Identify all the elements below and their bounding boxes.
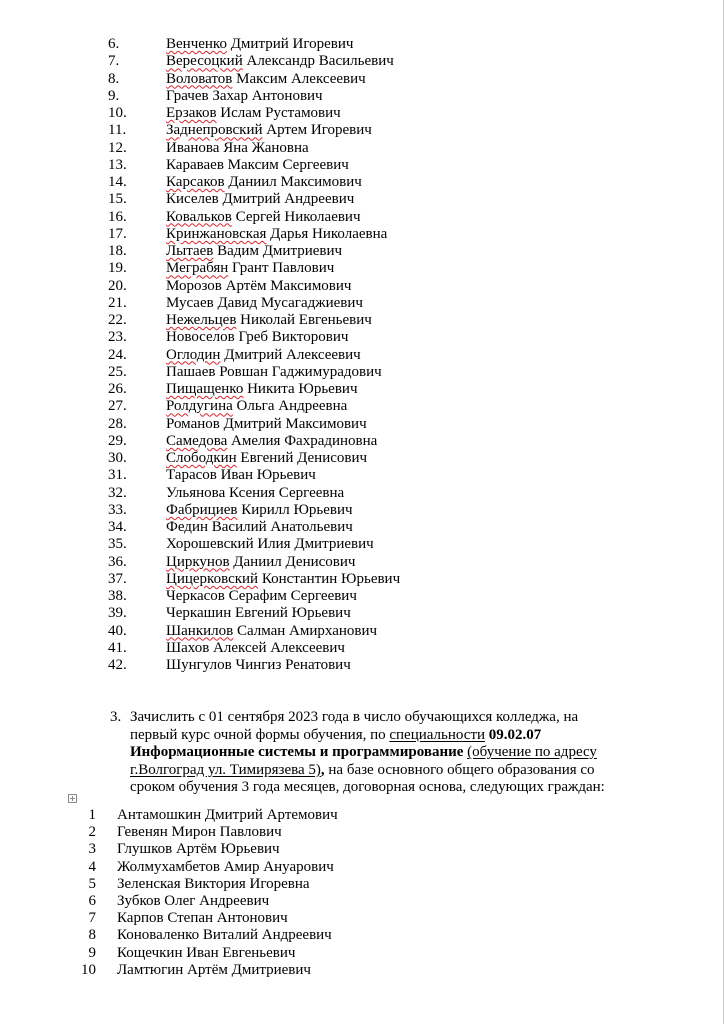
list-item-number: 9 [88,944,96,961]
spellcheck-mark: Вересоцкий [166,53,243,70]
list-item-number: 7. [108,53,120,70]
list-item-number: 20. [108,277,127,294]
list-item-name: Венченко Дмитрий Игоревич [166,36,354,52]
list-item-name: Иванова Яна Жановна [166,139,309,156]
list-item-name: Карсаков Даниил Максимович [166,174,362,190]
list-item-number: 15. [108,191,127,208]
list-item-number: 22. [108,312,127,328]
list-item-number: 14. [108,174,127,190]
training-address-cont: г.Волгоград ул. Тимирязева 5) [130,761,321,778]
list-item-name: Федин Василий Анатольевич [166,519,353,535]
list-item-number: 31. [108,467,127,484]
list-item-number: 41. [108,639,127,656]
list-item-name: Ковальков Сергей Николаевич [166,208,361,225]
list-item-number: 10 [81,961,96,978]
list-item-name: Коноваленко Виталий Андреевич [117,927,332,944]
list-item-number: 12. [108,139,127,156]
list-item-number: 16. [108,208,127,225]
spellcheck-mark: Шанкилов [166,622,234,639]
list-item-number: 34. [108,519,127,535]
comma: , [320,761,325,778]
list-item-name: Воловатов Максим Алексеевич [166,70,366,87]
list-item-name: Зеленская Виктория Игоревна [117,875,310,892]
list-item-name: Оглодин Дмитрий Алексеевич [166,346,361,363]
list-item-number: 38. [108,588,127,604]
list-item-name: Шанкилов Салман Амирханович [166,622,378,639]
list-item-number: 9. [108,87,120,104]
list-item-number: 27. [108,398,127,415]
list-item-name: Ролдугина Ольга Андреевна [166,398,348,415]
spellcheck-mark: Нежельцев [166,312,237,328]
spellcheck-mark: Венченко [166,36,227,52]
list-item-number: 3 [88,841,96,858]
list-item-number: 35. [108,536,127,553]
list-item-name: Шахов Алексей Алексеевич [166,639,345,656]
spellcheck-mark: Самедова [166,432,228,449]
list-item-name: Слободкин Евгений Денисович [166,450,368,466]
list-item-number: 5 [88,875,96,892]
list-item-name: Жолмухамбетов Амир Ануарович [117,858,334,875]
spellcheck-mark: Кринжановская [166,225,267,242]
list-item-name: Кощечкин Иван Евгеньевич [117,944,296,961]
list-item-name: Самедова Амелия Фахрадиновна [166,432,378,449]
list-item-name: Антамошкин Дмитрий Артемович [117,807,338,823]
list-item-number: 36. [108,553,127,570]
list-item-number: 26. [108,381,127,397]
list-item-name: Черкасов Серафим Сергеевич [166,588,357,604]
spellcheck-mark: Лытаев [166,243,214,259]
item-text-line4: на базе основного общего образования со [324,761,595,778]
spellcheck-mark: Ерзаков [166,105,217,121]
list-item-name: Ерзаков Ислам Рустамович [166,105,341,121]
list-item-number: 6 [88,893,96,909]
list-item-number: 19. [108,260,127,277]
spellcheck-mark: Фабрициев [166,501,238,518]
list-item-name: Цицерковский Константин Юрьевич [166,570,401,587]
list-item-name: Лытаев Вадим Дмитриевич [166,243,343,259]
list-item-name: Кринжановская Дарья Николаевна [166,225,388,242]
list-item-name: Грачев Захар Антонович [166,87,323,104]
list-item-name: Пашаев Ровшан Гаджимурадович [166,363,382,380]
item-3-paragraph [110,709,670,797]
spellcheck-mark: Меграбян [166,260,229,277]
list-item-name: Ульянова Ксения Сергеевна [166,484,345,501]
list-item-number: 28. [108,415,127,432]
list-item-name: Пищащенко Никита Юрьевич [166,381,358,397]
list-item-number: 6. [108,36,120,52]
list-item-name: Черкашин Евгений Юрьевич [166,605,351,622]
list-item-name: Шунгулов Чингиз Ренатович [166,657,351,673]
list-item-number: 30. [108,450,127,466]
spellcheck-mark: Карсаков [166,174,225,190]
list-item-name: Нежельцев Николай Евгеньевич [166,312,372,328]
list-item-number: 25. [108,363,127,380]
table-move-handle-icon[interactable] [68,794,77,803]
list-item-name: Зубков Олег Андреевич [117,893,270,909]
list-item-name: Тарасов Иван Юрьевич [166,467,316,484]
list-item-number: 23. [108,329,127,346]
list-item-number: 37. [108,570,127,587]
list-item-number: 32. [108,484,127,501]
spellcheck-mark: Ковальков [166,208,232,225]
item-text-line1: Зачислить с 01 сентября 2023 года в число обучающихся колледжа, на [130,709,579,725]
list-item-number: 17. [108,225,127,242]
list-item-name: Гевенян Мирон Павлович [117,824,282,841]
list-item-number: 8. [108,70,120,87]
list-item-number: 10. [108,105,127,121]
item-text-line5: сроком обучения 3 года месяцев, договорная основа, следующих граждан: [130,779,605,796]
training-address: (обучение по адресу [467,744,597,761]
list-item-name: Меграбян Грант Павлович [166,260,335,277]
list-item-number: 39. [108,605,127,622]
list-item-number: 11. [108,122,127,139]
item-number: 3. [110,709,122,725]
specialty-name: Информационные системы и программирование [130,744,464,761]
list-item-number: 21. [108,294,127,311]
list-item-name: Циркунов Даниил Денисович [166,553,356,570]
list-item-name: Ламтюгин Артём Дмитриевич [117,961,311,978]
list-item-number: 18. [108,243,127,259]
spellcheck-mark: Заднепровский [166,122,263,139]
list-item-number: 4 [88,858,96,875]
list-item-name: Фабрициев Кирилл Юрьевич [166,501,353,518]
spellcheck-mark: Пищащенко [166,381,244,397]
list-item-name: Заднепровский Артем Игоревич [166,122,372,139]
list-item-number: 1 [88,807,96,823]
list-item-number: 33. [108,501,127,518]
list-item-number: 24. [108,346,127,363]
list-item-name: Вересоцкий Александр Васильевич [166,53,394,70]
spellcheck-mark: Слободкин [166,450,237,466]
list-item-number: 40. [108,622,127,639]
spellcheck-mark: Воловатов [166,70,233,87]
list-item-name: Новоселов Греб Викторович [166,329,349,346]
list-item-name: Карпов Степан Антонович [117,910,288,927]
list-item-name: Мусаев Давид Мусагаджиевич [166,294,363,311]
specialty-word: специальности [389,726,486,743]
list-item-name: Романов Дмитрий Максимович [166,415,367,432]
item-text-line2: первый курс очной формы обучения, по [130,726,390,743]
list-item-number: 42. [108,657,127,673]
list-item-number: 7 [88,910,96,927]
list-item-number: 2 [88,824,96,841]
list-item-number: 8 [88,927,96,944]
specialty-code: 09.02.07 [485,726,542,743]
list-item-name: Морозов Артём Максимович [166,277,352,294]
list-item-number: 13. [108,156,127,173]
list-item-name: Хорошевский Илия Дмитриевич [166,536,374,553]
spellcheck-mark: Циркунов [166,553,230,570]
spellcheck-mark: Ролдугина [166,398,233,415]
list-item-name: Глушков Артём Юрьевич [117,841,280,858]
spellcheck-mark: Цицерковский [166,570,259,587]
list-item-number: 29. [108,432,127,449]
list-item-name: Киселев Дмитрий Андреевич [166,191,355,208]
spellcheck-mark: Оглодин [166,346,221,363]
list-item-name: Караваев Максим Сергеевич [166,156,349,173]
